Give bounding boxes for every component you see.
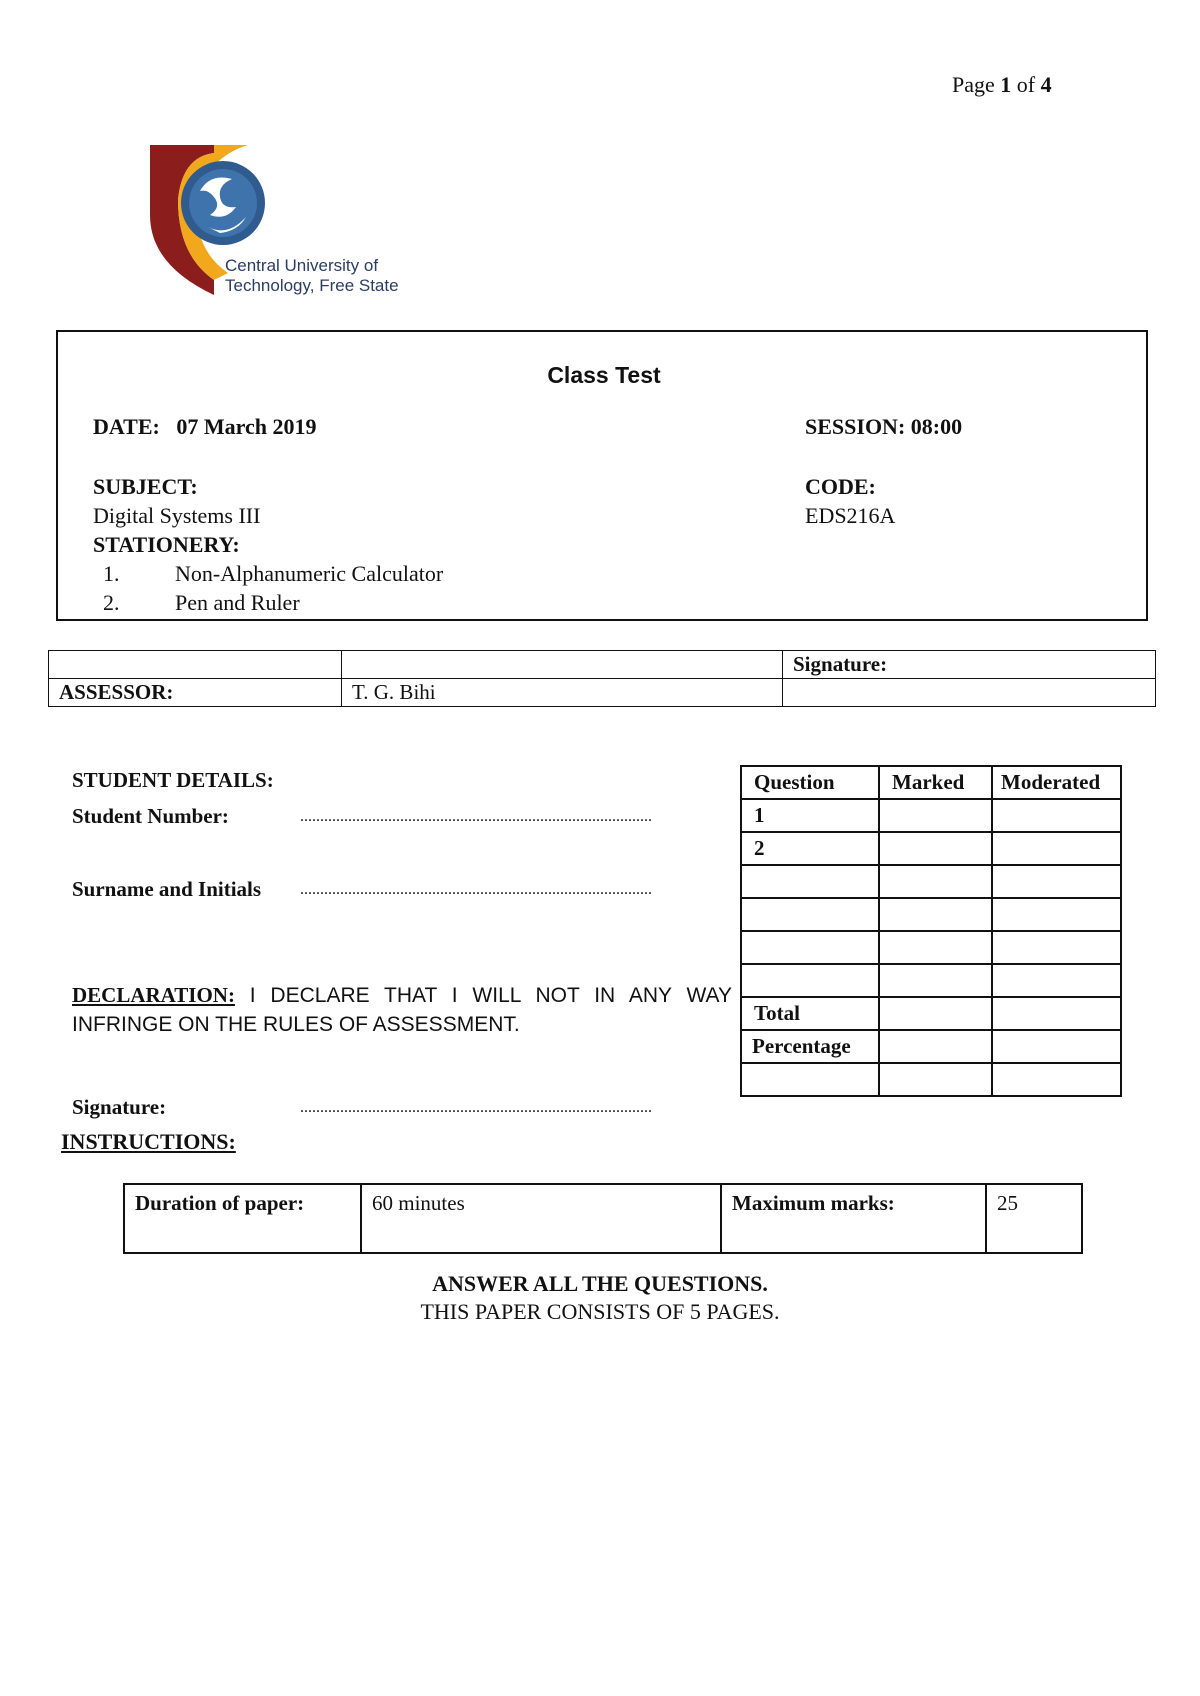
header-box bbox=[56, 330, 1148, 621]
moderated-cell[interactable] bbox=[992, 898, 1121, 931]
marked-cell[interactable] bbox=[879, 964, 992, 997]
declaration-text: I DECLARE THAT I WILL NOT IN ANY WAY INFRINGE ON THE RULES OF ASSESSMENT. bbox=[72, 984, 732, 1036]
moderated-cell[interactable] bbox=[992, 1030, 1121, 1063]
question-cell bbox=[741, 964, 879, 997]
assessor-table bbox=[48, 650, 1156, 707]
percentage-label: Percentage bbox=[741, 1030, 879, 1063]
student-details-heading: STUDENT DETAILS: bbox=[72, 768, 274, 792]
moderated-cell[interactable] bbox=[992, 865, 1121, 898]
date-label: DATE: bbox=[93, 414, 160, 439]
max-marks-value: 25 bbox=[986, 1184, 1082, 1253]
question-cell bbox=[741, 1063, 879, 1096]
column-header: Marked bbox=[879, 766, 992, 799]
code-label: CODE: bbox=[805, 474, 876, 499]
table-row bbox=[741, 865, 1121, 898]
total-label: Total bbox=[741, 997, 879, 1030]
max-marks-label: Maximum marks: bbox=[721, 1184, 986, 1253]
student-signature-field[interactable]: ........................................................................................ bbox=[300, 1099, 652, 1116]
stationery-num: 1. bbox=[103, 561, 120, 586]
answer-all-text: ANSWER ALL THE QUESTIONS. bbox=[432, 1271, 768, 1296]
session-field: SESSION: 08:00 bbox=[805, 414, 963, 439]
marked-cell[interactable] bbox=[879, 832, 992, 865]
student-signature-label: Signature: bbox=[72, 1095, 167, 1119]
date-field bbox=[93, 412, 316, 441]
instructions-label: INSTRUCTIONS: bbox=[61, 1129, 236, 1154]
student-number-label: Student Number: bbox=[72, 804, 229, 828]
moderated-cell[interactable] bbox=[992, 799, 1121, 832]
table-row bbox=[741, 1030, 1121, 1063]
assessor-cell bbox=[342, 651, 783, 679]
stationery-label: STATIONERY: bbox=[93, 532, 240, 557]
stationery-text: Non-Alphanumeric Calculator bbox=[175, 561, 444, 586]
table-row bbox=[741, 799, 1121, 832]
page-label: Page bbox=[952, 72, 1001, 97]
question-cell: 2 bbox=[741, 832, 879, 865]
logo-line-1: Central University of bbox=[225, 256, 379, 275]
question-cell bbox=[741, 898, 879, 931]
moderated-cell[interactable] bbox=[992, 997, 1121, 1030]
table-row bbox=[741, 1063, 1121, 1096]
page-total: 4 bbox=[1040, 72, 1052, 97]
table-row bbox=[741, 832, 1121, 865]
table-row bbox=[124, 1184, 1082, 1253]
marked-cell[interactable] bbox=[879, 931, 992, 964]
marked-cell[interactable] bbox=[879, 997, 992, 1030]
marks-table bbox=[740, 765, 1122, 1097]
moderated-cell[interactable] bbox=[992, 832, 1121, 865]
question-cell: 1 bbox=[741, 799, 879, 832]
marked-cell[interactable] bbox=[879, 898, 992, 931]
marked-cell[interactable] bbox=[879, 1063, 992, 1096]
moderated-cell[interactable] bbox=[992, 964, 1121, 997]
subject-value: Digital Systems III bbox=[93, 503, 261, 528]
assessor-signature-field[interactable] bbox=[783, 679, 1156, 707]
surname-field[interactable]: ........................................................................................ bbox=[300, 881, 652, 898]
declaration-label: DECLARATION: bbox=[72, 983, 235, 1007]
page-current: 1 bbox=[1000, 72, 1012, 97]
column-header: Moderated bbox=[992, 766, 1121, 799]
stationery-item bbox=[103, 588, 300, 617]
marked-cell[interactable] bbox=[879, 865, 992, 898]
declaration bbox=[72, 981, 732, 1039]
surname-label: Surname and Initials bbox=[72, 877, 262, 901]
moderated-cell[interactable] bbox=[992, 931, 1121, 964]
table-row bbox=[741, 997, 1121, 1030]
subject-label: SUBJECT: bbox=[93, 474, 198, 499]
duration-value: 60 minutes bbox=[361, 1184, 721, 1253]
logo-text bbox=[225, 256, 399, 296]
date-value: 07 March 2019 bbox=[176, 414, 317, 439]
student-number-field[interactable]: ........................................................................................ bbox=[300, 808, 652, 825]
assessor-cell bbox=[49, 651, 342, 679]
assessor-signature-label: Signature: bbox=[783, 651, 1156, 679]
page-title: Class Test bbox=[547, 362, 661, 388]
column-header: Question bbox=[741, 766, 879, 799]
stationery-item bbox=[103, 559, 443, 588]
assessor-name: T. G. Bihi bbox=[342, 679, 783, 707]
moderated-cell[interactable] bbox=[992, 1063, 1121, 1096]
table-row bbox=[741, 766, 1121, 799]
question-cell bbox=[741, 865, 879, 898]
question-cell bbox=[741, 931, 879, 964]
table-row bbox=[741, 964, 1121, 997]
page-number bbox=[952, 72, 1052, 98]
footer-text bbox=[0, 1270, 1200, 1326]
duration-table bbox=[123, 1183, 1083, 1254]
page-of: of bbox=[1011, 72, 1041, 97]
page-count-text: THIS PAPER CONSISTS OF 5 PAGES. bbox=[420, 1299, 780, 1324]
assessor-label: ASSESSOR: bbox=[49, 679, 342, 707]
table-row bbox=[741, 898, 1121, 931]
logo-line-2: Technology, Free State bbox=[225, 276, 399, 295]
table-row bbox=[741, 931, 1121, 964]
marked-cell[interactable] bbox=[879, 1030, 992, 1063]
duration-label: Duration of paper: bbox=[124, 1184, 361, 1253]
stationery-num: 2. bbox=[103, 590, 120, 615]
code-value: EDS216A bbox=[805, 503, 896, 528]
stationery-text: Pen and Ruler bbox=[175, 590, 300, 615]
marked-cell[interactable] bbox=[879, 799, 992, 832]
